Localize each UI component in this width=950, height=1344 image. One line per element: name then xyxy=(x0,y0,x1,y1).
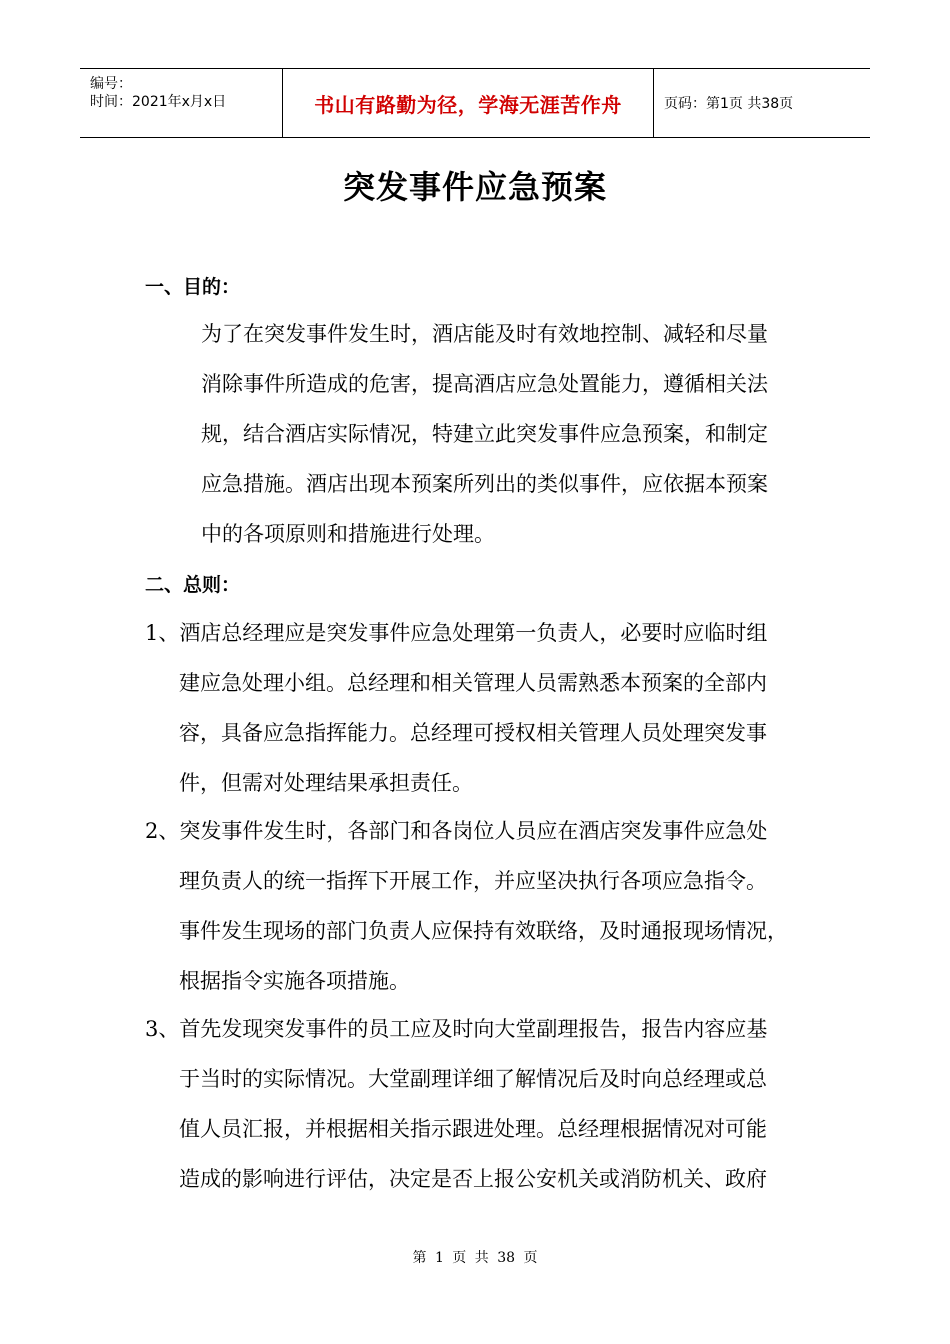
document-number-label: 编号： xyxy=(90,76,132,92)
header-table xyxy=(80,68,870,138)
paragraph-line: 消除事件所造成的危害，提高酒店应急处置能力，遵循相关法 xyxy=(201,372,768,396)
paragraph-line: 1、酒店总经理应是突发事件应急处理第一负责人，必要时应临时组 xyxy=(145,621,768,645)
section-heading-general: 二、总则： xyxy=(145,574,241,596)
paragraph-line: 应急措施。酒店出现本预案所列出的类似事件，应依据本预案 xyxy=(201,472,768,496)
paragraph-line: 2、突发事件发生时，各部门和各岗位人员应在酒店突发事件应急处 xyxy=(145,819,768,843)
paragraph-line: 建应急处理小组。总经理和相关管理人员需熟悉本预案的全部内 xyxy=(179,671,767,695)
header-page-info: 页码：第1页 共38页 xyxy=(664,96,794,112)
section-heading-purpose: 一、目的： xyxy=(145,276,241,298)
general-item-3 xyxy=(145,1004,767,1204)
document-title: 突发事件应急预案 xyxy=(342,168,607,206)
page-footer: 第 1 页 共 38 页 xyxy=(412,1250,538,1266)
paragraph-line: 为了在突发事件发生时，酒店能及时有效地控制、减轻和尽量 xyxy=(201,322,768,346)
header-motto-cell xyxy=(283,69,654,137)
paragraph-line: 值人员汇报，并根据相关指示跟进处理。总经理根据情况对可能 xyxy=(179,1117,767,1141)
paragraph-line: 容，具备应急指挥能力。总经理可授权相关管理人员处理突发事 xyxy=(179,721,767,745)
document-date-label: 时间：2021年x月x日 xyxy=(90,94,227,110)
header-motto: 书山有路勤为径，学海无涯苦作舟 xyxy=(314,92,622,117)
general-item-1 xyxy=(145,608,767,808)
purpose-paragraph xyxy=(201,309,768,559)
paragraph-line: 中的各项原则和措施进行处理。 xyxy=(201,522,495,546)
paragraph-line: 造成的影响进行评估，决定是否上报公安机关或消防机关、政府 xyxy=(179,1167,767,1191)
paragraph-line: 理负责人的统一指挥下开展工作，并应坚决执行各项应急指令。 xyxy=(179,869,767,893)
paragraph-line: 事件发生现场的部门负责人应保持有效联络，及时通报现场情况， xyxy=(179,919,788,943)
header-meta-cell xyxy=(80,69,283,137)
paragraph-line: 规，结合酒店实际情况，特建立此突发事件应急预案，和制定 xyxy=(201,422,768,446)
general-item-2 xyxy=(145,806,788,1006)
paragraph-line: 根据指令实施各项措施。 xyxy=(179,969,410,993)
paragraph-line: 于当时的实际情况。大堂副理详细了解情况后及时向总经理或总 xyxy=(179,1067,767,1091)
paragraph-line: 3、首先发现突发事件的员工应及时向大堂副理报告，报告内容应基 xyxy=(145,1017,768,1041)
paragraph-line: 件，但需对处理结果承担责任。 xyxy=(179,771,473,795)
